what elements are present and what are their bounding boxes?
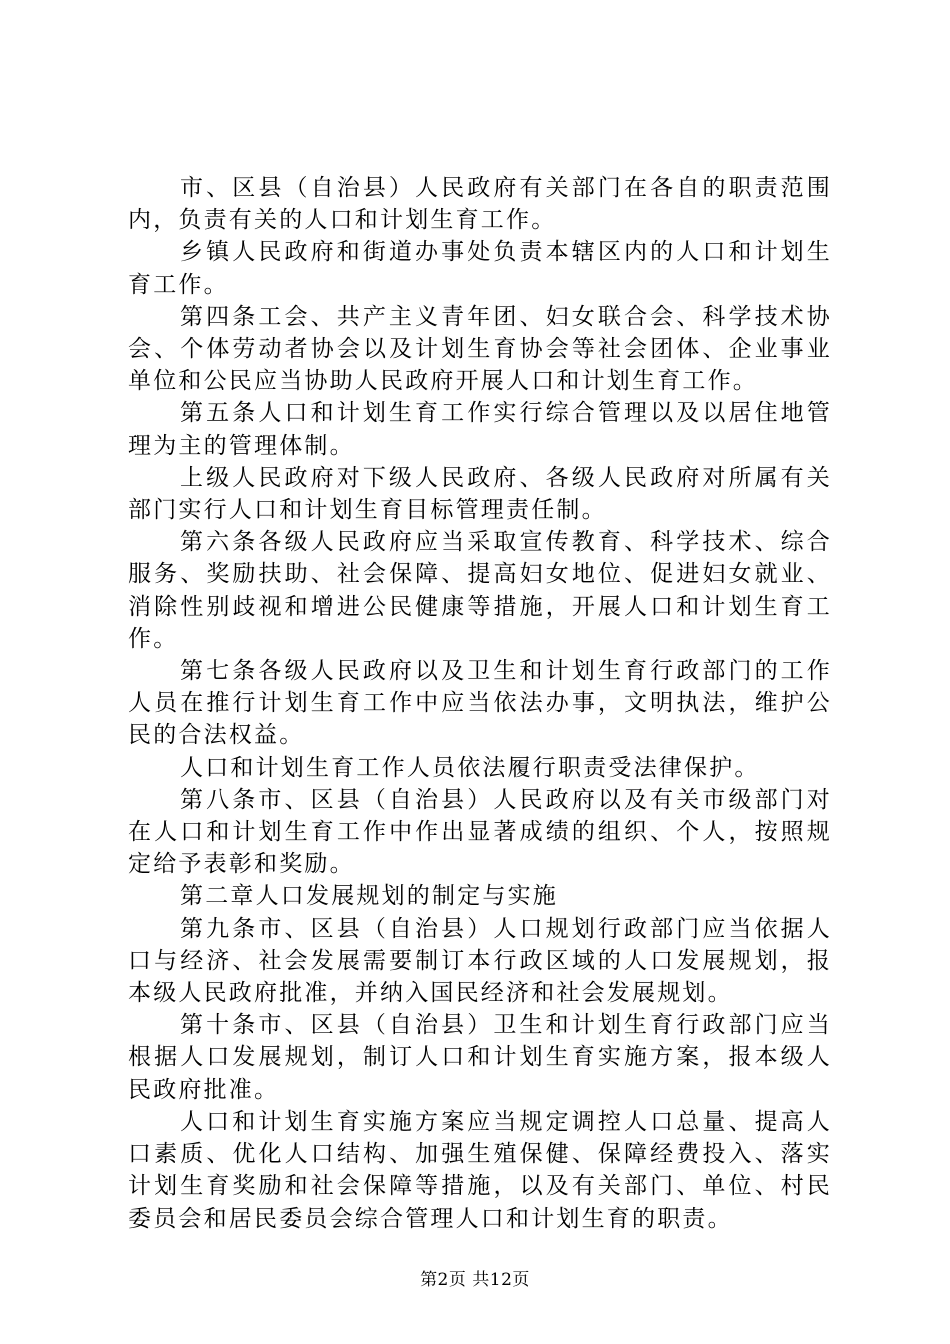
paragraph-article-8: 第八条市、区县（自治县）人民政府以及有关市级部门对在人口和计划生育工作中作出显著成绩的组织、个人，按照规定给予表彰和奖励。 [128, 786, 832, 878]
page-number: 第2页 共12页 [420, 1270, 530, 1290]
paragraph-2: 乡镇人民政府和街道办事处负责本辖区内的人口和计划生育工作。 [128, 239, 832, 298]
paragraph-1: 市、区县（自治县）人民政府有关部门在各自的职责范围内，负责有关的人口和计划生育工作。 [128, 175, 832, 234]
chapter-heading: 第二章人口发展规划的制定与实施 [180, 883, 558, 910]
paragraph-article-10: 第十条市、区县（自治县）卫生和计划生育行政部门应当根据人口发展规划，制订人口和计划生育实施方案，报本级人民政府批准。 [128, 1012, 832, 1103]
paragraph-article-5: 第五条人口和计划生育工作实行综合管理以及以居住地管理为主的管理体制。 [128, 400, 832, 459]
document-body [128, 172, 832, 1235]
paragraph-5: 上级人民政府对下级人民政府、各级人民政府对所属有关部门实行人口和计划生育目标管理责任制。 [128, 464, 832, 524]
paragraph-8: 人口和计划生育工作人员依法履行职责受法律保护。 [180, 754, 760, 781]
paragraph-13: 人口和计划生育实施方案应当规定调控人口总量、提高人口素质、优化人口结构、加强生殖保健、保障经费投入、落实计划生育奖励和社会保障等措施，以及有关部门、单位、村民委员会和居民委员会综合管理人口和计划生育的职责。 [128, 1108, 832, 1232]
paragraph-article-4: 第四条工会、共产主义青年团、妇女联合会、科学技术协会、个体劳动者协会以及计划生育协会等社会团体、企业事业单位和公民应当协助人民政府开展人口和计划生育工作。 [128, 303, 832, 395]
paragraph-article-6: 第六条各级人民政府应当采取宣传教育、科学技术、综合服务、奖励扶助、社会保障、提高妇女地位、促进妇女就业、消除性别歧视和增进公民健康等措施，开展人口和计划生育工作。 [128, 529, 832, 652]
paragraph-article-9: 第九条市、区县（自治县）人口规划行政部门应当依据人口与经济、社会发展需要制订本行政区域的人口发展规划，报本级人民政府批准，并纳入国民经济和社会发展规划。 [128, 915, 832, 1007]
paragraph-article-7: 第七条各级人民政府以及卫生和计划生育行政部门的工作人员在推行计划生育工作中应当依法办事，文明执法，维护公民的合法权益。 [128, 658, 832, 749]
page-footer [0, 1268, 950, 1292]
